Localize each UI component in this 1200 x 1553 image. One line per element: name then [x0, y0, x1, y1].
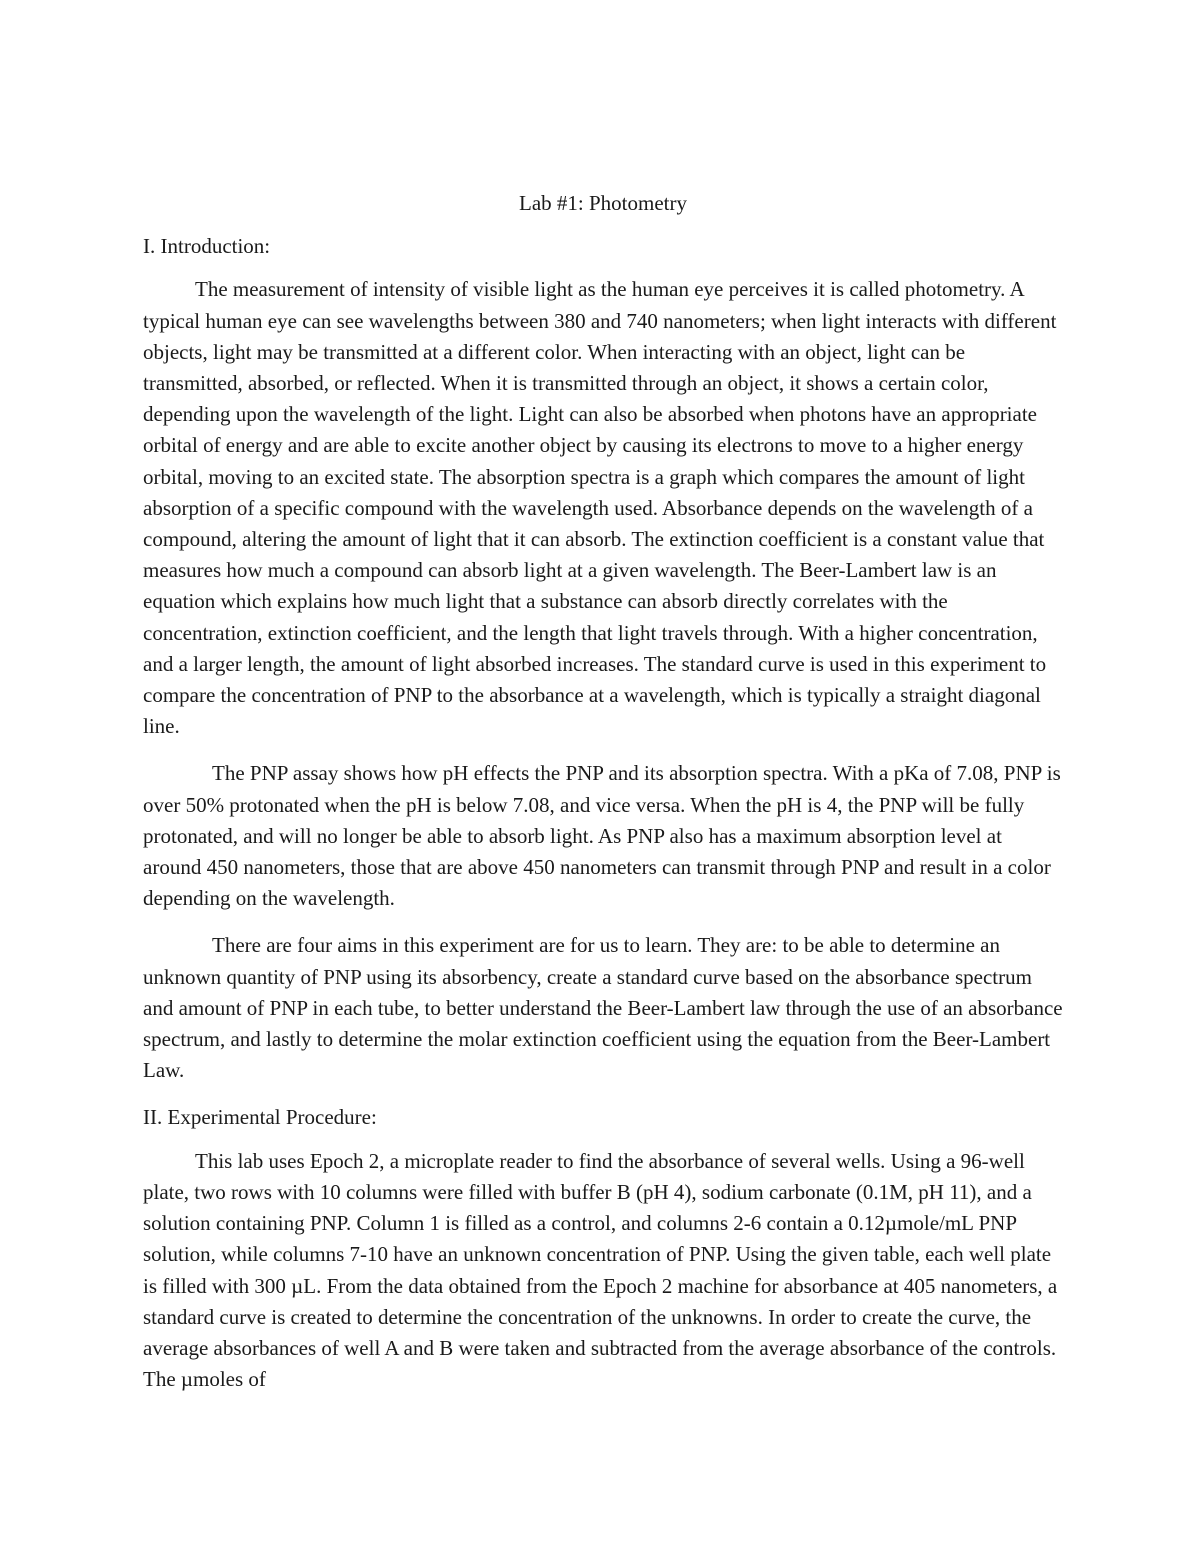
- intro-paragraph-3: There are four aims in this experiment are for us to learn. They are: to be able to determine an unknown quantity of PNP using its absorbency, create a standard curve based on the absorbance spectrum and amount of PNP in each tube, to better understand the Beer-Lambert law through the use of an absorbance spectrum, and lastly to determine the molar extinction coefficient using the equation from the Beer-Lambert Law.: [143, 933, 1063, 1083]
- intro-paragraph-1: The measurement of intensity of visible light as the human eye perceives it is called photometry. A typical human eye can see wavelengths between 380 and 740 nanometers; when light interacts with different objects, light may be transmitted at a different color. When interacting with an object, light can be transmitted, absorbed, or reflected. When it is transmitted through an object, it shows a certain color, depending upon the wavelength of the light. Light can also be absorbed when photons have an appropriate orbital of energy and are able to excite another object by causing its electrons to move to a higher energy orbital, moving to an excited state. The absorption spectra is a graph which compares the amount of light absorption of a specific compound with the wavelength used. Absorbance depends on the wavelength of a compound, altering the amount of light that it can absorb. The extinction coefficient is a constant value that measures how much a compound can absorb light at a given wavelength. The Beer-Lambert law is an equation which explains how much light that a substance can absorb directly correlates with the concentration, extinction coefficient, and the length that light travels through. With a higher concentration, and a larger length, the amount of light absorbed increases. The standard curve is used in this experiment to compare the concentration of PNP to the absorbance at a wavelength, which is typically a straight diagonal line.: [143, 277, 1057, 739]
- document-body: [143, 188, 1063, 1411]
- document-title: Lab #1: Photometry: [519, 191, 687, 215]
- procedure-paragraph-1: This lab uses Epoch 2, a microplate reader to find the absorbance of several wells. Using a 96-well plate, two rows with 10 columns were filled with buffer B (pH 4), sodium carbonate (0.1M, pH 11), and a solution containing PNP. Column 1 is filled as a control, and columns 2-6 contain a 0.12µmole/mL PNP solution, while columns 7-10 have an unknown concentration of PNP. Using the given table, each well plate is filled with 300 µL. From the data obtained from the Epoch 2 machine for absorbance at 405 nanometers, a standard curve is created to determine the concentration of the unknowns. In order to create the curve, the average absorbances of well A and B were taken and subtracted from the average absorbance of the controls. The µmoles of: [143, 1148, 1058, 1392]
- section-heading-procedure: II. Experimental Procedure:: [143, 1105, 377, 1130]
- intro-paragraph-2: The PNP assay shows how pH effects the PNP and its absorption spectra. With a pKa of 7.08, PNP is over 50% protonated when the pH is below 7.08, and vice versa. When the pH is 4, the PNP will be fully protonated, and will no longer be able to absorb light. As PNP also has a maximum absorption level at around 450 nanometers, those that are above 450 nanometers can transmit through PNP and result in a color depending on the wavelength.: [143, 761, 1061, 911]
- section-heading-introduction: I. Introduction:: [143, 234, 271, 259]
